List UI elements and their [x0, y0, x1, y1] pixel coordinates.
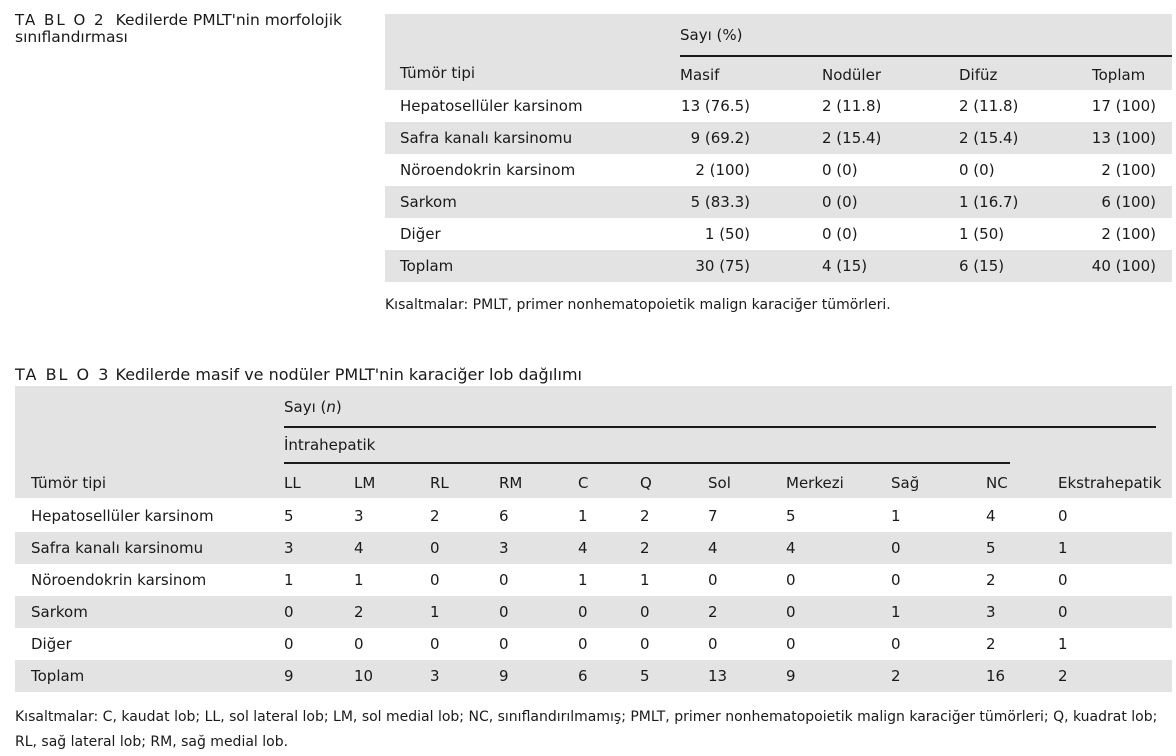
table3-cell: 5 [986, 539, 996, 557]
table3-cell: 7 [708, 507, 718, 525]
table3-cell: 0 [284, 635, 294, 653]
table3-cell: 1 [354, 571, 364, 589]
table3-subgroup-header: İntrahepatik [284, 436, 376, 454]
table3-cell: 4 [354, 539, 364, 557]
table2-cell: 1 (50) [959, 225, 1005, 243]
table3-cell: 10 [354, 667, 374, 685]
table2-row-label: Hepatosellüler karsinom [400, 97, 583, 115]
table3-cell: 1 [640, 571, 650, 589]
table3-cell: 0 [578, 603, 588, 621]
table3-cell: 3 [430, 667, 440, 685]
table2-cell: 40 (100) [1091, 257, 1156, 275]
table2-cell: 6 (100) [1101, 193, 1156, 211]
table2-col-difuz: Difüz [959, 66, 998, 84]
table3-col-header: C [578, 474, 589, 492]
table3-cell: 3 [986, 603, 996, 621]
table3-cell: 4 [708, 539, 718, 557]
table3-cell: 6 [578, 667, 588, 685]
table3-cell: 0 [284, 603, 294, 621]
table3-cell: 9 [786, 667, 796, 685]
table3-cell: 5 [786, 507, 796, 525]
table3-cell: 0 [578, 635, 588, 653]
table3-cell: 2 [430, 507, 440, 525]
table3-row-label: Diğer [31, 635, 72, 653]
table3-group-header: Sayı (n) [284, 398, 342, 416]
table3-cell: 2 [1058, 667, 1068, 685]
table2-cell: 13 (100) [1091, 129, 1156, 147]
table2-cell: 2 (15.4) [959, 129, 1019, 147]
table3-cell: 2 [986, 635, 996, 653]
table2-cell: 0 (0) [822, 161, 858, 179]
table3-row-label: Safra kanalı karsinomu [31, 539, 204, 557]
table3-cell: 0 [891, 571, 901, 589]
table3-col-header: Ekstrahepatik [1058, 474, 1162, 492]
table3-cell: 0 [786, 571, 796, 589]
table3-cell: 1 [578, 571, 588, 589]
table3-cell: 16 [986, 667, 1006, 685]
table2-cell: 13 (76.5) [681, 97, 750, 115]
table2-cell: 2 (15.4) [822, 129, 882, 147]
table3-col-header: Merkezi [786, 474, 844, 492]
table3-row-label: Toplam [31, 667, 85, 685]
table2-cell: 2 (11.8) [959, 97, 1019, 115]
table3-cell: 2 [640, 507, 650, 525]
table2-row-label: Sarkom [400, 193, 457, 211]
table2-footnote: Kısaltmalar: PMLT, primer nonhematopoietik malign karaciğer tümörleri. [385, 297, 891, 313]
table2-cell: 0 (0) [822, 193, 858, 211]
table3-col-header: RM [499, 474, 523, 492]
table2-cell: 9 (69.2) [690, 129, 750, 147]
table2-cell: 5 (83.3) [690, 193, 750, 211]
table3-cell: 0 [430, 635, 440, 653]
table3-cell: 0 [1058, 603, 1068, 621]
table3-row-label: Sarkom [31, 603, 88, 621]
table2-caption [15, 12, 365, 46]
table2-cell: 2 (11.8) [822, 97, 882, 115]
table3-col-header: NC [986, 474, 1008, 492]
table3-cell: 4 [986, 507, 996, 525]
table2-header-rule [680, 55, 1172, 57]
table2-col-masif: Masif [680, 66, 720, 84]
table2-col-toplam: Toplam [1092, 66, 1146, 84]
table2-row-label: Toplam [400, 257, 454, 275]
table3-col-header: Sol [708, 474, 731, 492]
table3-col-header: Sağ [891, 474, 920, 492]
table3-footnote: Kısaltmalar: C, kaudat lob; LL, sol lateral lob; LM, sol medial lob; NC, sınıflandırılmamış; PMLT, primer nonhematopoietik malign karaciğer tümörleri; Q, kuadrat lob; RL, sağ lateral lob; RM, sağ medial lob. [15, 709, 1158, 750]
table3-row-label: Nöroendokrin karsinom [31, 571, 207, 589]
table2-cell: 4 (15) [822, 257, 868, 275]
table3-cell: 1 [891, 603, 901, 621]
table2-cell: 2 (100) [1101, 225, 1156, 243]
table3-cell: 0 [354, 635, 364, 653]
table3-col-header: LL [284, 474, 301, 492]
table3-cell: 1 [284, 571, 294, 589]
table3-cell: 1 [430, 603, 440, 621]
table3-cell: 0 [499, 571, 509, 589]
table3-cell: 1 [578, 507, 588, 525]
table3-cell: 2 [891, 667, 901, 685]
table2-cell: 0 (0) [822, 225, 858, 243]
table3-cell: 1 [1058, 635, 1068, 653]
table3-row-label: Hepatosellüler karsinom [31, 507, 214, 525]
table3-row-header: Tümör tipi [31, 474, 107, 492]
table3-subheader-rule [284, 462, 1010, 464]
table2-row-header: Tümör tipi [400, 64, 476, 82]
table3-cell: 2 [640, 539, 650, 557]
table3-cell: 3 [354, 507, 364, 525]
table3-caption [15, 365, 582, 384]
table3-cell: 9 [284, 667, 294, 685]
table2-cell: 1 (16.7) [959, 193, 1019, 211]
table3-cell: 4 [578, 539, 588, 557]
table3-cell: 0 [1058, 571, 1068, 589]
table2-title: Kedilerde PMLT'nin morfolojik sınıflandırması [15, 11, 342, 46]
table3-cell: 2 [354, 603, 364, 621]
table2-cell: 17 (100) [1091, 97, 1156, 115]
table3-cell: 0 [786, 635, 796, 653]
table2-cell: 6 (15) [959, 257, 1005, 275]
table2-cell: 1 (50) [704, 225, 750, 243]
table3-cell: 1 [1058, 539, 1068, 557]
table3-title: Kedilerde masif ve nodüler PMLT'nin karaciğer lob dağılımı [115, 365, 582, 384]
table2-label: TA BL O 2 [15, 11, 106, 29]
table3-cell: 0 [640, 603, 650, 621]
table3-cell: 0 [499, 603, 509, 621]
table2-row-label: Safra kanalı karsinomu [400, 129, 573, 147]
table3-cell: 5 [640, 667, 650, 685]
table3-cell: 0 [430, 571, 440, 589]
table2-row-label: Nöroendokrin karsinom [400, 161, 576, 179]
table3-cell: 0 [786, 603, 796, 621]
table2-cell: 2 (100) [695, 161, 750, 179]
table3-cell: 3 [284, 539, 294, 557]
table3-cell: 1 [891, 507, 901, 525]
table3-cell: 2 [708, 603, 718, 621]
table3-cell: 5 [284, 507, 294, 525]
table3-cell: 0 [499, 635, 509, 653]
table3-label: TA BL O 3 [15, 365, 111, 384]
table2-cell: 0 (0) [959, 161, 995, 179]
table3-cell: 9 [499, 667, 509, 685]
table3-col-header: RL [430, 474, 449, 492]
table3-cell: 2 [986, 571, 996, 589]
table3-col-header: LM [354, 474, 376, 492]
table3-cell: 3 [499, 539, 509, 557]
table3-cell: 0 [891, 539, 901, 557]
table3-cell: 0 [708, 635, 718, 653]
table3-col-header: Q [640, 474, 652, 492]
table3-cell: 13 [708, 667, 728, 685]
table2-row-label: Diğer [400, 225, 441, 243]
table3-cell: 6 [499, 507, 509, 525]
table2-col-noduler: Nodüler [822, 66, 881, 84]
table2-group-header: Sayı (%) [680, 26, 743, 44]
table2-cell: 30 (75) [695, 257, 750, 275]
table3-cell: 0 [708, 571, 718, 589]
table3-cell: 0 [1058, 507, 1068, 525]
table3-cell: 0 [640, 635, 650, 653]
table3-header-rule [284, 426, 1156, 428]
table2-header-band [385, 14, 1172, 90]
table3-cell: 0 [430, 539, 440, 557]
table3-cell: 0 [891, 635, 901, 653]
table2-cell: 2 (100) [1101, 161, 1156, 179]
table3-cell: 4 [786, 539, 796, 557]
table3-row-stripe [15, 596, 1172, 628]
